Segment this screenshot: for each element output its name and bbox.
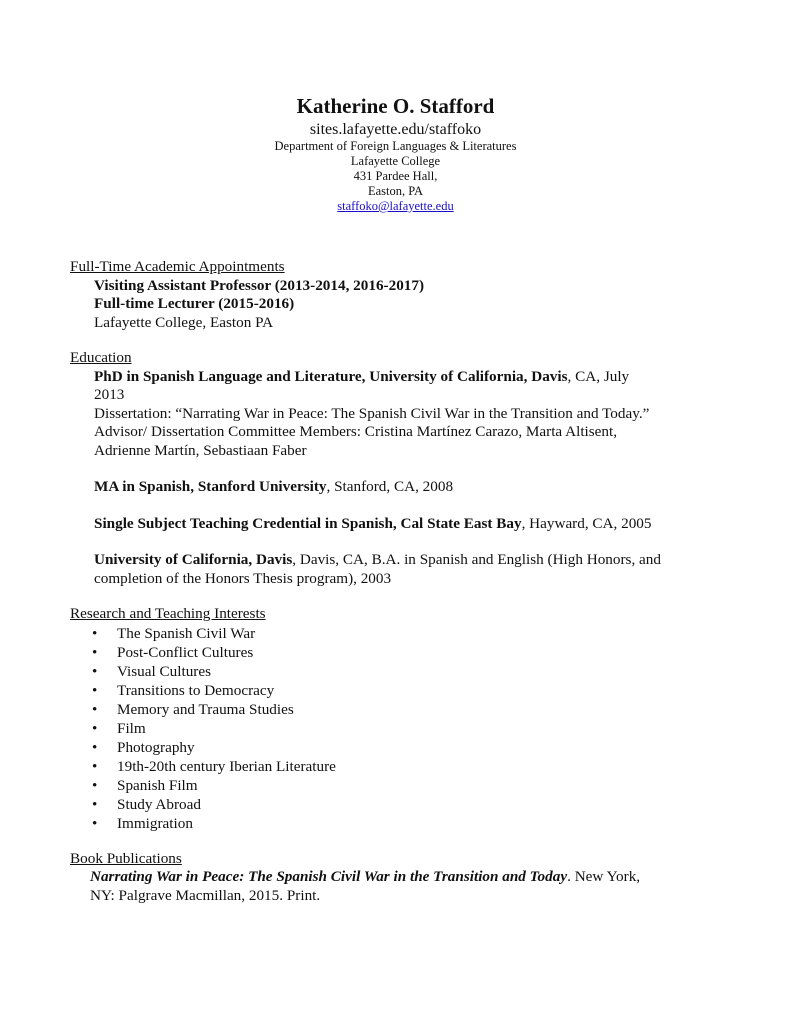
interest-label: Post-Conflict Cultures [117,643,254,661]
interest-label: Transitions to Democracy [117,681,275,699]
cv-body [70,258,730,905]
bullet-icon: • [92,738,98,756]
bullet-icon: • [92,662,98,680]
appointments-heading: Full-Time Academic Appointments [70,258,285,275]
bullet-icon: • [92,757,98,775]
interest-label: 19th-20th century Iberian Literature [117,757,336,775]
credential-entry [94,515,730,534]
list-item [92,643,730,662]
book-entry [90,868,730,887]
interest-label: Memory and Trauma Studies [117,700,294,718]
interest-label: Study Abroad [117,795,201,813]
list-item [92,795,730,814]
college-line: Lafayette College [350,154,441,168]
email-link[interactable]: staffoko@lafayette.edu [337,199,454,213]
personal-site: sites.lafayette.edu/staffoko [309,121,482,138]
city-line: Easton, PA [367,184,424,198]
ba-details: , Davis, CA, B.A. in Spanish and English (High Honors, and [292,551,661,568]
phd-dissertation: Dissertation: “Narrating War in Peace: The Spanish Civil War in the Transition and Today.” [94,404,650,422]
appointment-item: Visiting Assistant Professor (2013-2014, 2016-2017) [94,276,425,294]
interests-heading: Research and Teaching Interests [70,605,266,622]
bullet-icon: • [92,643,98,661]
list-item [92,662,730,681]
interests-list [92,624,730,833]
phd-committee-cont: Adrienne Martín, Sebastiaan Faber [94,441,307,459]
bullet-icon: • [92,776,98,794]
phd-degree: PhD in Spanish Language and Literature, University of California, Davis [94,367,568,385]
interest-label: Film [117,719,146,737]
appointment-institution: Lafayette College, Easton PA [94,313,274,331]
spacer [70,533,730,551]
list-item [92,719,730,738]
phd-entry [94,368,730,387]
interest-label: Visual Cultures [117,662,212,680]
education-section [70,349,730,588]
ma-details: , Stanford, CA, 2008 [326,478,454,495]
phd-committee: Advisor/ Dissertation Committee Members: Cristina Martínez Carazo, Marta Altisent, [94,423,618,440]
interest-label: Photography [117,738,195,756]
credential-degree: Single Subject Teaching Credential in Spanish, Cal State East Bay [94,514,522,532]
ma-degree: MA in Spanish, Stanford University [94,478,327,495]
ba-entry [94,551,730,570]
credential-details: , Hayward, CA, 2005 [521,514,652,532]
department-line: Department of Foreign Languages & Literatures [274,139,517,153]
list-item [92,700,730,719]
interest-label: Spanish Film [117,776,198,794]
list-item [92,814,730,833]
spacer [70,460,730,478]
list-item [92,776,730,795]
spacer [70,833,730,850]
spacer [70,497,730,515]
cv-name: Katherine O. Stafford [296,94,495,118]
appointments-section [70,258,730,332]
list-item [92,681,730,700]
interest-label: The Spanish Civil War [117,624,256,642]
bullet-icon: • [92,700,98,718]
bullet-icon: • [92,624,98,642]
appointment-item: Full-time Lecturer (2015-2016) [94,295,295,312]
book-publisher-cont: NY: Palgrave Macmillan, 2015. Print. [90,886,321,904]
list-item [92,757,730,776]
list-item [92,624,730,643]
books-section [70,850,730,906]
books-heading: Book Publications [70,849,182,867]
interest-label: Immigration [117,814,193,832]
ba-details-cont: completion of the Honors Thesis program), 2003 [94,569,392,587]
spacer [70,588,730,605]
phd-details: , CA, July [567,367,630,385]
education-heading: Education [70,349,132,366]
list-item [92,738,730,757]
cv-header [0,92,791,214]
bullet-icon: • [92,795,98,813]
book-publisher: . New York, [567,868,641,885]
book-title: Narrating War in Peace: The Spanish Civil War in the Transition and Today [90,868,568,885]
spacer [70,332,730,349]
address-line: 431 Pardee Hall, [353,169,438,183]
bullet-icon: • [92,719,98,737]
bullet-icon: • [92,681,98,699]
phd-year: 2013 [94,386,125,403]
interests-section [70,605,730,833]
email-row [0,199,791,214]
ma-entry [94,478,730,497]
bullet-icon: • [92,814,98,832]
ba-institution: University of California, Davis [94,551,293,568]
